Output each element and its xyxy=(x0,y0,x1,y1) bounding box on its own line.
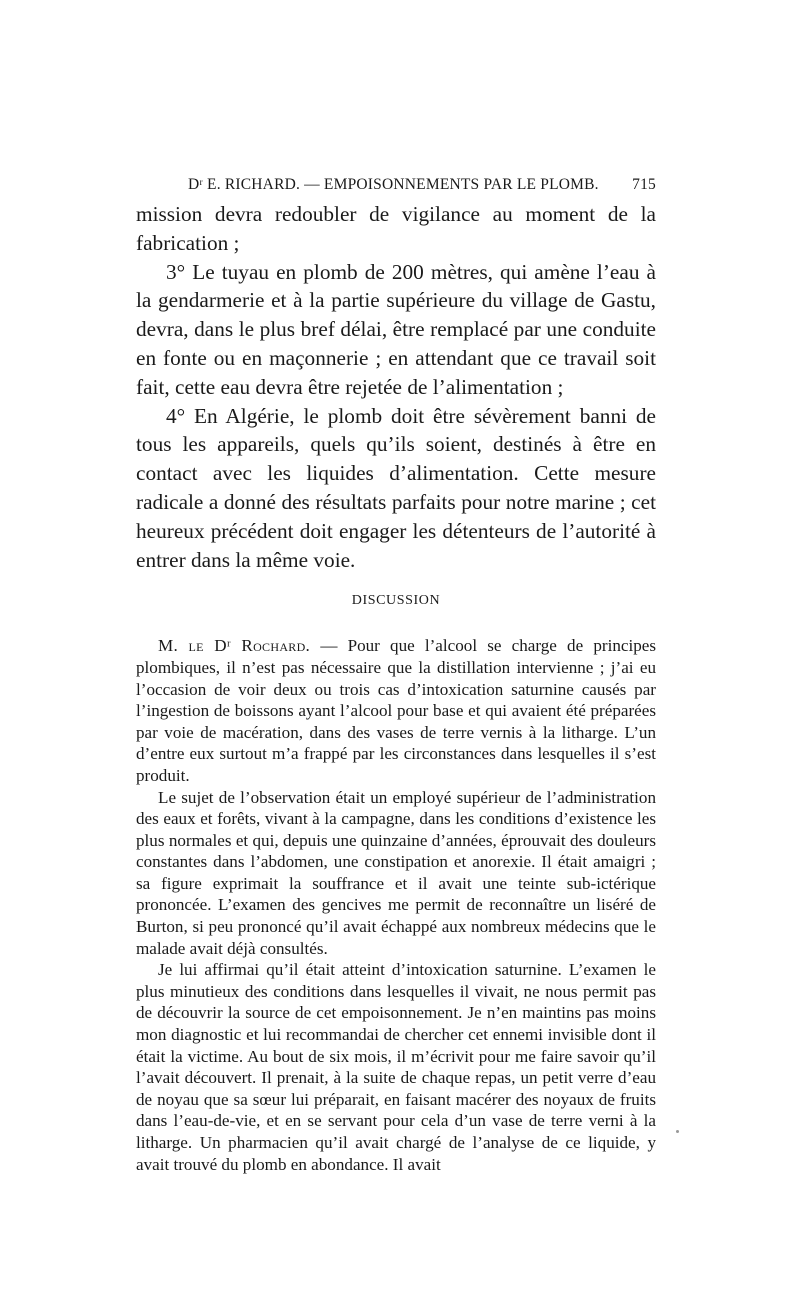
main-text xyxy=(136,200,656,574)
discussion-text xyxy=(136,635,656,1175)
book-page xyxy=(136,174,656,1175)
paragraph-item-3: 3° Le tuyau en plomb de 200 mètres, qui amène l’eau à la gendarmerie et à la partie supérieure du village de Gastu, devra, dans le plus bref délai, être remplacé par une conduite en fonte ou en maçonnerie ; en attendant que ce travail soit fait, cette eau devra être rejetée de l’alimentation ; xyxy=(136,259,656,399)
discussion-paragraph-2: Le sujet de l’observation était un employé supérieur de l’administration des eaux et forêts, vivant à la campagne, dans les conditions d’existence les plus normales et qui, depuis une quinzaine d’années, éprouvait des douleurs constantes dans l’abdomen, une constipation et anorexie. Il était amaigri ; sa figure exprimait la souffrance et il avait une teinte sub-ictérique prononcée. L’examen des gencives me permit de reconnaître un liséré de Burton, si peu prononcé qu’il avait échappé aux nombreux médecins que le malade avait déjà consultés. xyxy=(136,787,656,958)
discussion-paragraph-3: Je lui affirmai qu’il était atteint d’intoxication saturnine. L’examen le plus minutieux des conditions dans lesquelles il vivait, ne nous permit pas de découvrir la source de cet empoisonnement. Je n’en maintins pas moins mon diagnostic et lui recommandai de chercher cet ennemi invisible dont il était la victime. Au bout de six mois, il m’écrivit pour me faire savoir qu’il l’avait découvert. Il prenait, à la suite de chaque repas, un petit verre d’eau de noyau que sa sœur lui préparait, en faisant macérer des noyaux de fruits dans l’eau-de-vie, et en se servant pour cela d’un vase de terre verni à la litharge. Un pharmacien qu’il avait chargé de l’analyse de ce liquide, y avait trouvé du plomb en abondance. Il avait xyxy=(136,960,656,1174)
running-header xyxy=(136,174,656,196)
scan-speck xyxy=(676,1130,679,1133)
discussion-first-text: — Pour que l’alcool se charge de principes plombiques, il n’est pas nécessaire que la distillation intervienne ; j’ai eu l’occasion de voir deux ou trois cas d’intoxication saturnine causés par l’ingestion de boissons ayant l’alcool pour base et qui avaient été préparées par voie de macération, dans des vases de terre vernis à la litharge. L’un d’entre eux surtout m’a frappé par les circonstances dans lesquelles il s’est produit. xyxy=(136,636,656,785)
discussion-paragraph-1 xyxy=(136,635,656,786)
paragraph-continuation: mission devra redoubler de vigilance au moment de la fabrication ; xyxy=(136,202,656,255)
speaker-name: M. le Dʳ Rochard. xyxy=(158,636,311,656)
header-title: Dʳ E. RICHARD. — EMPOISONNEMENTS PAR LE PLOMB. xyxy=(188,176,599,193)
page-number: 715 xyxy=(632,176,656,193)
section-heading: DISCUSSION xyxy=(351,593,441,609)
paragraph-item-4: 4° En Algérie, le plomb doit être sévèrement banni de tous les appareils, quels qu’ils soient, destinés à être en contact avec les liquides d’alimentation. Cette mesure radicale a donné des résultats parfaits pour notre marine ; cet heureux précédent doit engager les détenteurs de l’autorité à entrer dans la même voie. xyxy=(136,403,656,572)
